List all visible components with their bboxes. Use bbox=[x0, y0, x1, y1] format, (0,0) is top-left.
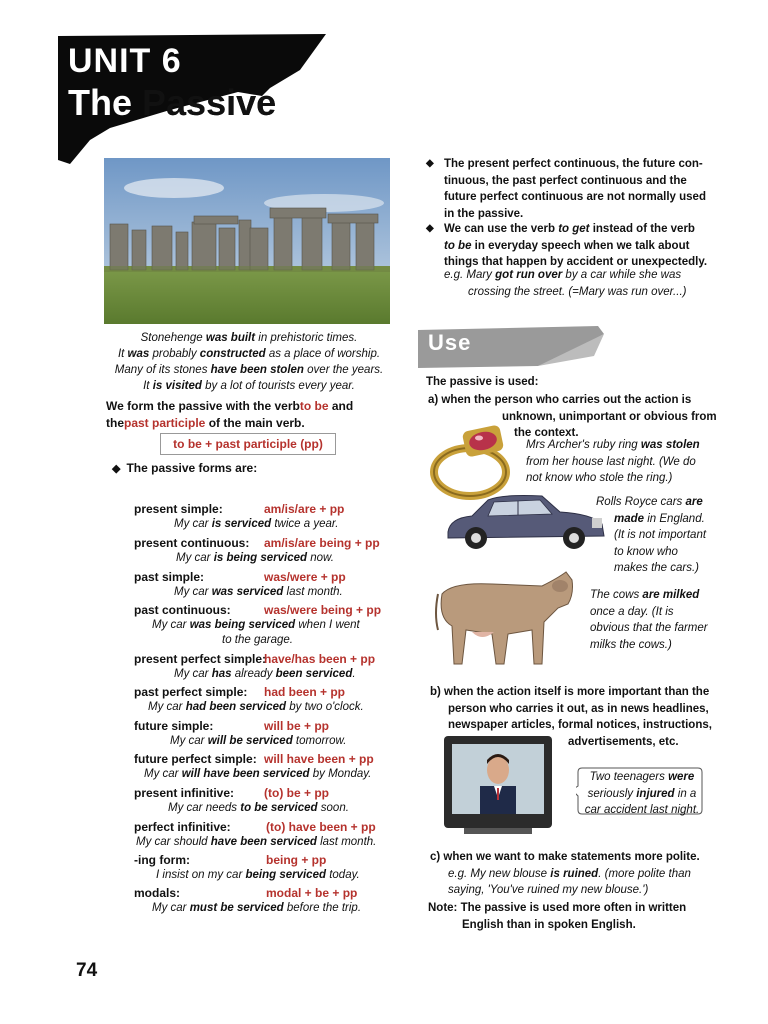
caption-line: Stonehenge was built in prehistoric times. bbox=[140, 332, 358, 344]
forms-heading: ◆ The passive forms are: bbox=[112, 461, 258, 475]
unit-title bbox=[68, 82, 276, 124]
use-intro: The passive is used: bbox=[426, 376, 539, 388]
stonehenge-caption bbox=[104, 330, 394, 394]
cow-image bbox=[432, 564, 578, 676]
caption-line: Many of its stones have been stolen over the years. bbox=[114, 364, 384, 376]
diamond-bullet-icon: ◆ bbox=[112, 463, 121, 475]
caption-line: It is visited by a lot of tourists every year. bbox=[143, 380, 355, 392]
use-case-a: a) when the person who carries out the action is unknown, unimportant or obvious from the context. bbox=[428, 394, 717, 439]
diamond-bullet-icon: ◆ bbox=[426, 158, 434, 169]
bullet-get-passive: ◆ We can use the verb to get instead of the verb to be in everyday speech when we talk about things that happen by accident or unexpectedly. bbox=[426, 223, 708, 268]
caption-line: It was probably constructed as a place of worship. bbox=[117, 348, 381, 360]
diamond-bullet-icon: ◆ bbox=[426, 223, 434, 234]
ring-caption: Mrs Archer's ruby ring was stolen from her house last night. (We do not know who stole the ring.) bbox=[526, 439, 700, 484]
tv-news-image bbox=[444, 736, 552, 836]
rolls-royce-image bbox=[442, 492, 608, 556]
unit-number: UNIT 6 bbox=[68, 42, 182, 80]
unit-title-part2: Passive bbox=[142, 82, 277, 123]
use-case-b: b) when the action itself is more important than the person who carries it out, as in news headlines, newspaper articles, formal notices, instructions, advertisements, etc. bbox=[430, 686, 712, 748]
page-number: 74 bbox=[76, 960, 98, 981]
stonehenge-photo bbox=[104, 158, 390, 324]
note: Note: The passive is used more often in written English than in spoken English. bbox=[428, 902, 687, 931]
use-heading: Use bbox=[428, 330, 472, 355]
car-caption: Rolls Royce cars are made in England. (It is not important to know who makes the cars.) bbox=[596, 496, 707, 574]
unit-title-part1: The bbox=[68, 82, 143, 123]
cow-caption: The cows are milked once a day. (It is obvious that the farmer milks the cows.) bbox=[590, 589, 708, 651]
use-case-c: c) when we want to make statements more polite. e.g. My new blouse is ruined. (more polite than saying, 'You've ruined my new blouse.') bbox=[430, 851, 700, 896]
formula-box: to be + past participle (pp) bbox=[160, 433, 336, 455]
passive-intro: We form the passive with the verbto be and thepast participle of the main verb. bbox=[106, 399, 354, 430]
tv-caption: Two teenagers were seriously injured in a car accident last night. bbox=[584, 771, 700, 816]
bullet-perfect-continuous: ◆ The present perfect continuous, the future con- tinuous, the past perfect continuous and the future perfect continuous are not normally used in the passive. bbox=[426, 158, 706, 220]
get-passive-example: e.g. Mary got run over by a car while she was crossing the street. (=Mary was run over...) bbox=[444, 269, 687, 298]
